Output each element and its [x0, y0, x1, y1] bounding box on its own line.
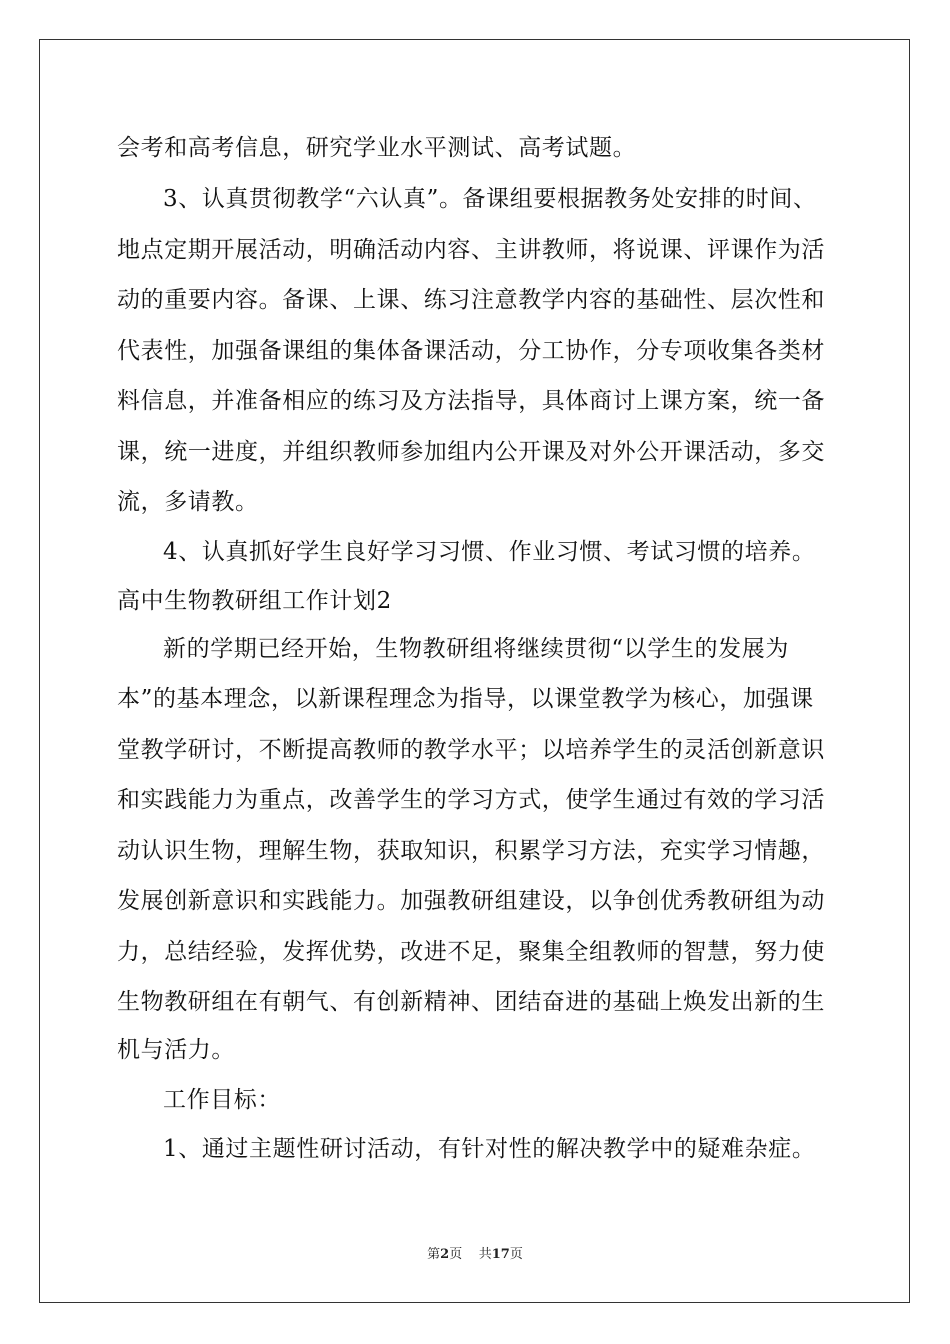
text-line: 机与活力。 — [117, 1037, 235, 1063]
footer-mid: 页 共 — [449, 1247, 492, 1262]
text-line: 工作目标： — [163, 1087, 281, 1113]
text-line: 力，总结经验，发挥优势，改进不足，聚集全组教师的智慧，努力使 — [117, 939, 825, 965]
text-line: 料信息，并准备相应的练习及方法指导，具体商讨上课方案，统一备 — [117, 388, 825, 414]
text-line: 动认识生物，理解生物，获取知识，积累学习方法，充实学习情趣， — [117, 838, 825, 864]
text-line: 流，多请教。 — [117, 489, 259, 515]
text-line: 会考和高考信息，研究学业水平测试、高考试题。 — [117, 135, 637, 161]
text-line: 1、通过主题性研讨活动，有针对性的解决教学中的疑难杂症。 — [163, 1136, 816, 1162]
section-heading: 高中生物教研组工作计划2 — [117, 588, 392, 614]
total-pages-number: 17 — [491, 1247, 510, 1262]
text-line: 课，统一进度，并组织教师参加组内公开课及对外公开课活动，多交 — [117, 439, 825, 465]
text-line: 和实践能力为重点，改善学生的学习方式，使学生通过有效的学习活 — [117, 787, 825, 813]
text-line: 代表性，加强备课组的集体备课活动，分工协作，分专项收集各类材 — [117, 338, 825, 364]
current-page-number: 2 — [440, 1247, 450, 1262]
footer-suffix: 页 — [509, 1247, 523, 1262]
text-line: 地点定期开展活动，明确活动内容、主讲教师，将说课、评课作为活 — [117, 237, 825, 263]
text-line: 生物教研组在有朝气、有创新精神、团结奋进的基础上焕发出新的生 — [117, 989, 825, 1015]
text-line: 动的重要内容。备课、上课、练习注意教学内容的基础性、层次性和 — [117, 287, 825, 313]
text-line: 堂教学研讨，不断提高教师的教学水平；以培养学生的灵活创新意识 — [117, 737, 825, 763]
footer-prefix: 第 — [427, 1247, 441, 1262]
page-footer — [0, 1247, 950, 1263]
text-line: 本”的基本理念，以新课程理念为指导，以课堂教学为核心，加强课 — [117, 686, 814, 712]
text-line: 发展创新意识和实践能力。加强教研组建设，以争创优秀教研组为动 — [117, 888, 825, 914]
text-line: 3、认真贯彻教学“六认真”。备课组要根据教务处安排的时间、 — [163, 186, 817, 212]
text-line: 4、认真抓好学生良好学习习惯、作业习惯、考试习惯的培养。 — [163, 539, 816, 565]
text-line: 新的学期已经开始，生物教研组将继续贯彻“以学生的发展为 — [163, 636, 789, 662]
